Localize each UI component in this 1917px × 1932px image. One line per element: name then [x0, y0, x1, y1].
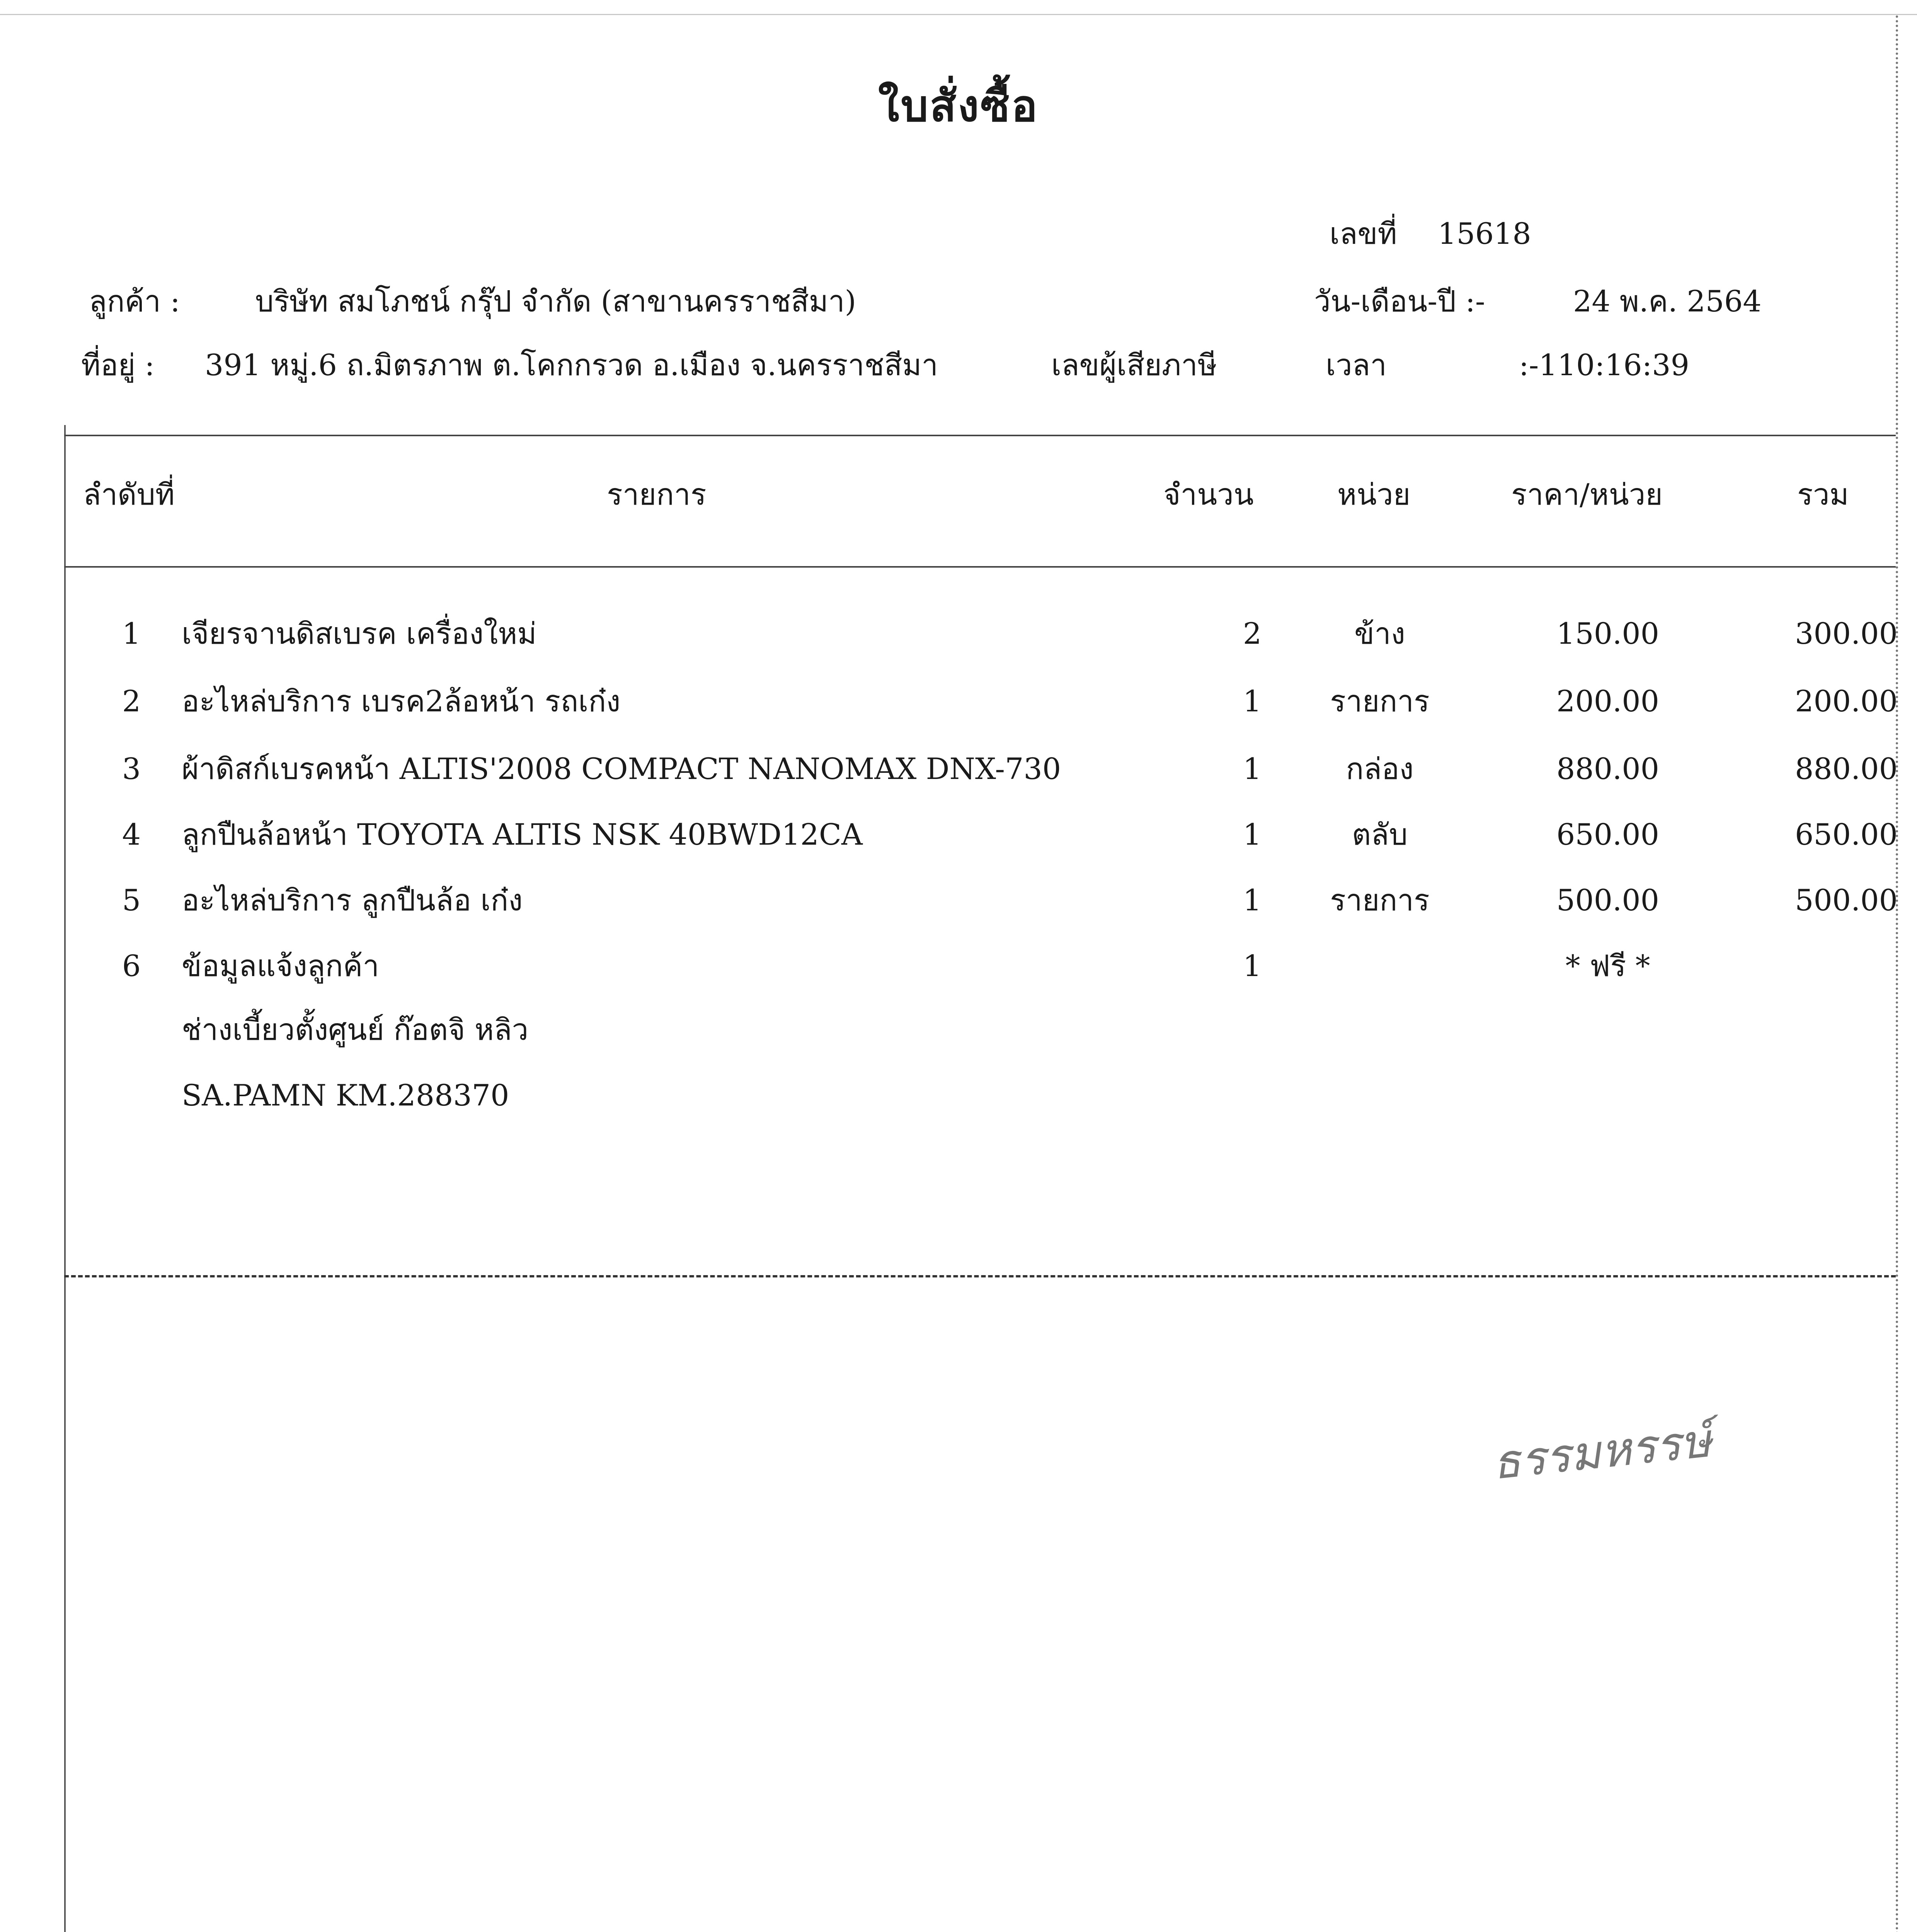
- tax-id-label: เลขผู้เสียภาษี: [1051, 348, 1217, 382]
- document-title: ใบสั่งซื้อ: [878, 81, 1039, 131]
- header-rule-top: [64, 435, 1896, 436]
- row-unit: กล่อง: [1346, 752, 1414, 786]
- header-rule-bottom: [64, 566, 1896, 568]
- row-unit: ตลับ: [1352, 817, 1408, 852]
- customer-label: ลูกค้า :: [89, 284, 180, 318]
- col-header-unit: หน่วย: [1337, 477, 1411, 512]
- customer-name: บริษัท สมโภชน์ กรุ๊ป จำกัด (สาขานครราชสีมา): [255, 284, 856, 318]
- time-label: เวลา: [1326, 348, 1387, 382]
- row-unit: รายการ: [1330, 883, 1430, 917]
- row-qty: 1: [1243, 684, 1262, 718]
- row-qty: 1: [1243, 752, 1262, 786]
- row-item: ผ้าดิสก์เบรคหน้า ALTIS'2008 COMPACT NANOMAX DNX-730: [182, 752, 1061, 786]
- scan-top-edge: [0, 0, 1917, 15]
- row-unit: ข้าง: [1354, 616, 1405, 651]
- row-price: 150.00: [1556, 616, 1659, 651]
- row-qty: 1: [1243, 883, 1262, 917]
- row-total: 880.00: [1795, 752, 1898, 786]
- items-end-rule: [64, 1275, 1896, 1277]
- col-header-no: ลำดับที่: [83, 477, 175, 512]
- row-total: 200.00: [1795, 684, 1898, 718]
- address-label: ที่อยู่ :: [81, 348, 155, 382]
- row-item: อะไหล่บริการ เบรค2ล้อหน้า รถเก๋ง: [182, 684, 621, 718]
- item-note: ช่างเบี้ยวตั้งศูนย์ ก๊อตจิ หลิว: [182, 1012, 529, 1047]
- date-value: 24 พ.ค. 2564: [1573, 284, 1762, 318]
- row-qty: 1: [1243, 949, 1262, 983]
- doc-number: 15618: [1438, 216, 1531, 251]
- row-number: 1: [122, 616, 141, 651]
- col-header-price: ราคา/หน่วย: [1511, 477, 1663, 512]
- col-header-total: รวม: [1797, 477, 1849, 512]
- form-border-left: [64, 425, 66, 1932]
- row-number: 5: [122, 883, 141, 917]
- row-price: 880.00: [1556, 752, 1659, 786]
- row-item: ข้อมูลแจ้งลูกค้า: [182, 949, 379, 983]
- col-header-qty: จำนวน: [1163, 477, 1254, 512]
- row-total: 300.00: [1795, 616, 1898, 651]
- row-price: 200.00: [1556, 684, 1659, 718]
- row-price: * ฟรี *: [1565, 949, 1650, 983]
- row-item: อะไหล่บริการ ลูกปืนล้อ เก๋ง: [182, 883, 523, 917]
- col-header-item: รายการ: [607, 477, 707, 512]
- row-item: เจียรจานดิสเบรค เครื่องใหม่: [182, 616, 537, 651]
- row-item: ลูกปืนล้อหน้า TOYOTA ALTIS NSK 40BWD12CA: [182, 817, 863, 852]
- row-total: 650.00: [1795, 817, 1898, 852]
- item-note: SA.PAMN KM.288370: [182, 1078, 509, 1112]
- row-price: 650.00: [1556, 817, 1659, 852]
- doc-number-label: เลขที่: [1330, 216, 1397, 251]
- row-number: 6: [122, 949, 141, 983]
- row-number: 3: [122, 752, 141, 786]
- time-value: :-110:16:39: [1519, 348, 1689, 382]
- row-unit: รายการ: [1330, 684, 1430, 718]
- row-price: 500.00: [1556, 883, 1659, 917]
- date-label: วัน-เดือน-ปี :-: [1314, 284, 1485, 318]
- row-number: 2: [122, 684, 141, 718]
- form-border-right: [1896, 15, 1898, 1932]
- row-qty: 1: [1243, 817, 1262, 852]
- row-qty: 2: [1243, 616, 1262, 651]
- address-value: 391 หมู่.6 ถ.มิตรภาพ ต.โคกกรวด อ.เมือง จ.นครราชสีมา: [205, 348, 938, 382]
- row-number: 4: [122, 817, 141, 852]
- handwritten-note: ธรรมหรรษ์: [1490, 1413, 1714, 1490]
- row-total: 500.00: [1795, 883, 1898, 917]
